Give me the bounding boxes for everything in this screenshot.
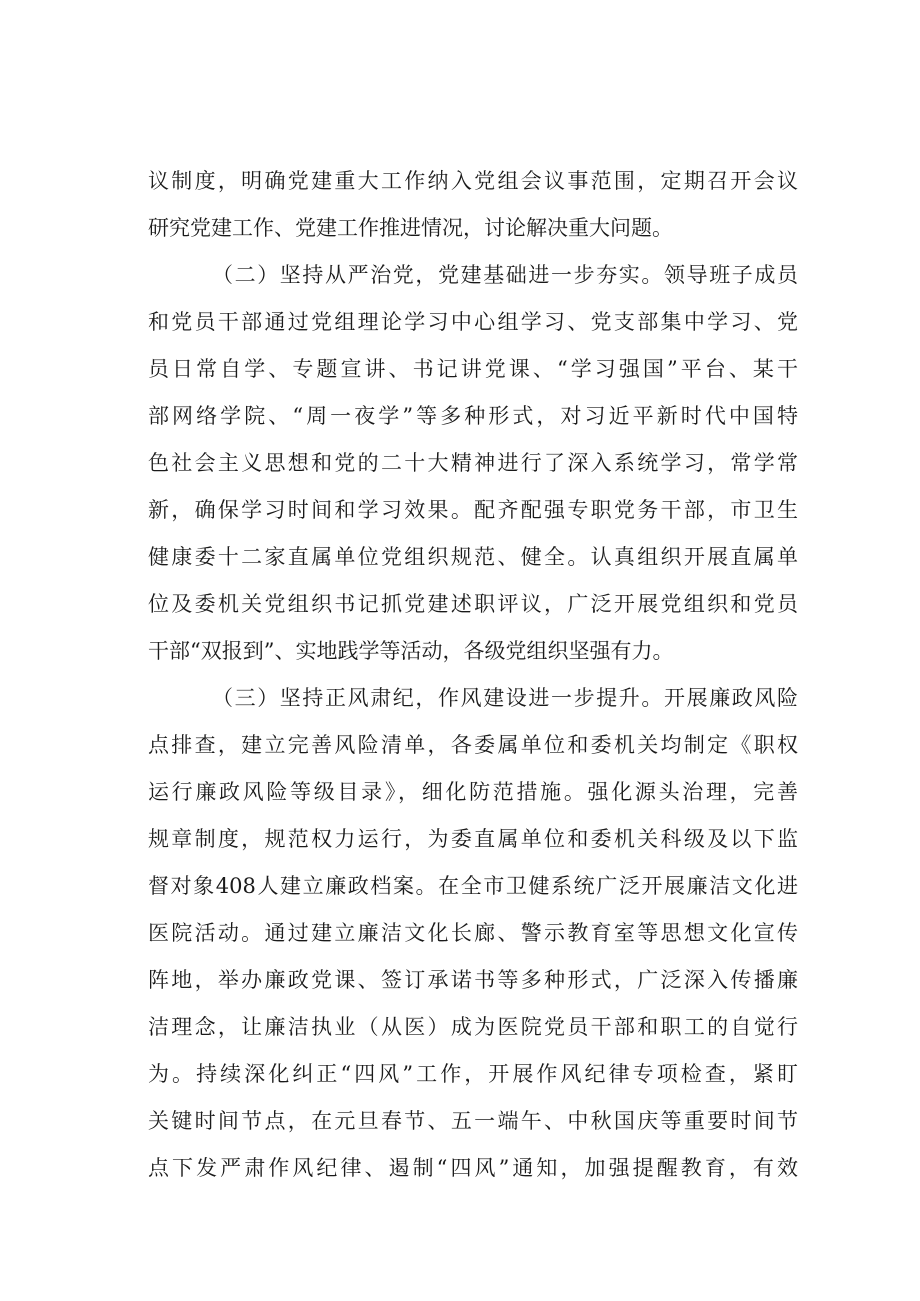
text-line: 医院活动。通过建立廉洁文化长廊、警示教育室等思想文化宣传 [148,921,798,945]
text-line: 新，确保学习时间和学习效果。配齐配强专职党务干部，市卫生 [148,498,798,522]
text-line: 员日常自学、专题宣讲、书记讲党课、“学习强国”平台、某干 [148,357,798,381]
text-line: 色社会主义思想和党的二十大精神进行了深入系统学习，常学常 [148,451,798,475]
text-line: （三）坚持正风肃纪，作风建设进一步提升。开展廉政风险 [212,686,798,710]
text-line: 为。持续深化纠正“四风”工作，开展作风纪律专项检查，紧盯 [148,1062,798,1086]
text-line: 部网络学院、“周一夜学”等多种形式，对习近平新时代中国特 [148,404,798,428]
text-line: 干部“双报到”、实地践学等活动，各级党组织坚强有力。 [148,639,674,663]
text-line: 规章制度，规范权力运行，为委直属单位和委机关科级及以下监 [148,827,798,851]
text-line: 和党员干部通过党组理论学习中心组学习、党支部集中学习、党 [148,310,798,334]
text-line: 位及委机关党组织书记抓党建述职评议，广泛开展党组织和党员 [148,592,798,616]
text-line: 运行廉政风险等级目录》，细化防范措施。强化源头治理，完善 [148,780,798,804]
text-line: 督对象408人建立廉政档案。在全市卫健系统广泛开展廉洁文化进 [148,874,798,898]
text-line: 阵地，举办廉政党课、签订承诺书等多种形式，广泛深入传播廉 [148,968,798,992]
text-line: 关键时间节点，在元旦春节、五一端午、中秋国庆等重要时间节 [148,1109,798,1133]
text-line: 议制度，明确党建重大工作纳入党组会议事范围，定期召开会议 [148,169,798,193]
body-text [148,158,798,1192]
text-line: 点下发严肃作风纪律、遏制“四风”通知，加强提醒教育，有效 [148,1156,798,1180]
text-line: 健康委十二家直属单位党组织规范、健全。认真组织开展直属单 [148,545,798,569]
text-line: 点排查，建立完善风险清单，各委属单位和委机关均制定《职权 [148,733,798,757]
text-line: 研究党建工作、党建工作推进情况，讨论解决重大问题。 [148,216,673,240]
text-line: （二）坚持从严治党，党建基础进一步夯实。领导班子成员 [212,263,798,287]
text-line: 洁理念，让廉洁执业（从医）成为医院党员干部和职工的自觉行 [148,1015,798,1039]
